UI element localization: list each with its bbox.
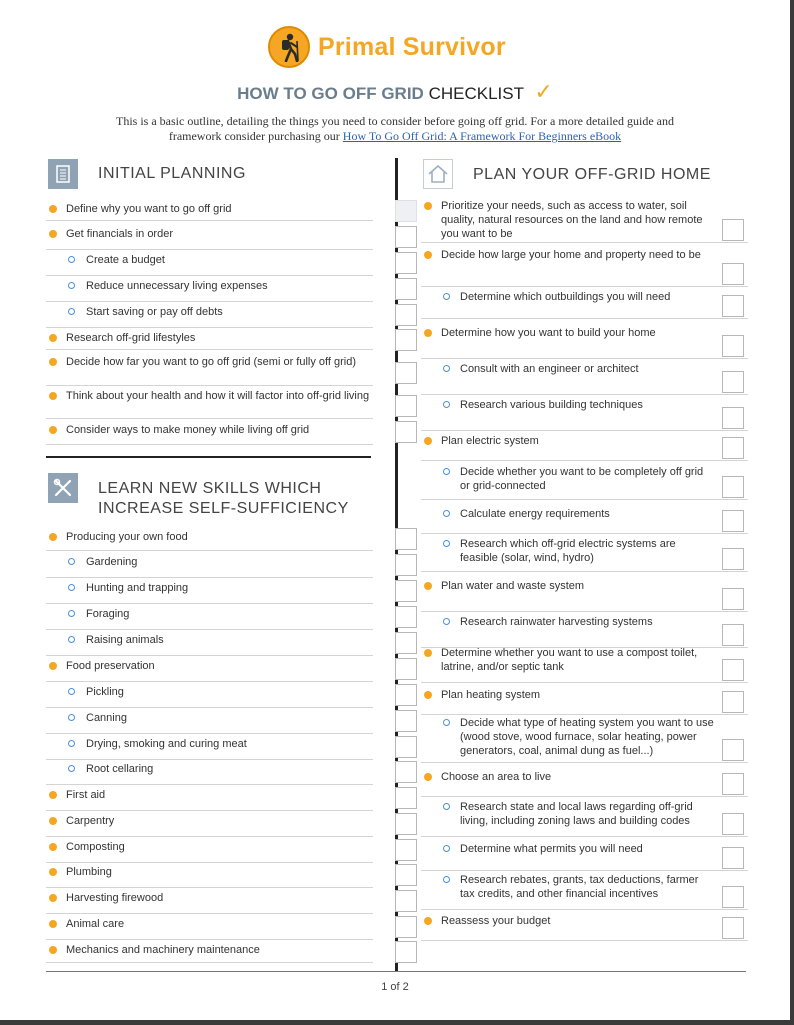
checklist-item bbox=[46, 630, 373, 656]
checklist-item bbox=[46, 708, 373, 734]
checklist-item bbox=[421, 287, 748, 319]
checklist-item-label: First aid bbox=[66, 789, 106, 801]
checkbox[interactable] bbox=[722, 295, 744, 317]
intro-text: This is a basic outline, detailing the things you need to consider before going off grid. For a more detailed guide and framework consider purchasing our bbox=[116, 114, 674, 143]
sub-bullet-icon bbox=[443, 510, 450, 517]
checkbox[interactable] bbox=[395, 761, 417, 783]
checklist-item bbox=[46, 604, 373, 630]
checklist-item bbox=[421, 359, 748, 395]
bullet-icon bbox=[49, 791, 57, 799]
title-strong: HOW TO GO OFF GRID bbox=[237, 84, 424, 103]
sub-bullet-icon bbox=[443, 401, 450, 408]
section-learn-skills bbox=[48, 473, 349, 519]
footer-rule bbox=[46, 971, 746, 972]
checklist-item-label: Define why you want to go off grid bbox=[66, 203, 232, 215]
checklist-item-label: Plan water and waste system bbox=[441, 580, 585, 592]
checklist-item bbox=[46, 420, 373, 445]
bullet-icon bbox=[49, 868, 57, 876]
checklist-item-label: Research rebates, grants, tax deductions, farmer tax credits, and other financial incentives bbox=[460, 874, 699, 900]
sub-bullet-icon bbox=[68, 636, 75, 643]
hiker-logo-icon bbox=[268, 26, 310, 68]
sub-bullet-icon bbox=[443, 719, 450, 726]
bullet-icon bbox=[49, 843, 57, 851]
checklist-item bbox=[421, 323, 748, 359]
checklist-item bbox=[421, 534, 748, 572]
checkbox[interactable] bbox=[722, 691, 744, 713]
section-title-line1: LEARN NEW SKILLS WHICH bbox=[98, 480, 322, 497]
checklist-item bbox=[46, 224, 373, 250]
checkbox[interactable] bbox=[722, 813, 744, 835]
checklist-item-label: Research rainwater harvesting systems bbox=[460, 616, 653, 628]
checklist-item bbox=[421, 911, 748, 941]
section-title-line2: INCREASE SELF-SUFFICIENCY bbox=[98, 500, 349, 517]
sub-bullet-icon bbox=[68, 256, 75, 263]
sub-bullet-icon bbox=[68, 610, 75, 617]
checklist-item-label: Reassess your budget bbox=[441, 915, 551, 927]
checkbox[interactable] bbox=[395, 813, 417, 835]
sub-bullet-icon bbox=[68, 558, 75, 565]
checklist-item-label: Determine whether you want to use a compost toilet, latrine, and/or septic tank bbox=[441, 647, 698, 673]
checklist-item bbox=[421, 713, 748, 763]
checklist-item bbox=[46, 888, 373, 914]
sub-bullet-icon bbox=[443, 365, 450, 372]
checklist-item bbox=[421, 839, 748, 871]
checkbox[interactable] bbox=[722, 219, 744, 241]
checkbox[interactable] bbox=[395, 421, 417, 443]
checkbox[interactable] bbox=[722, 407, 744, 429]
bullet-icon bbox=[424, 649, 432, 657]
checklist-item bbox=[46, 250, 373, 276]
checklist-item-label: Determine what permits you will need bbox=[460, 843, 643, 855]
checkbox[interactable] bbox=[722, 847, 744, 869]
checklist-item bbox=[421, 245, 748, 287]
checkbox[interactable] bbox=[395, 304, 417, 326]
checklist-item bbox=[46, 759, 373, 785]
bullet-icon bbox=[424, 437, 432, 445]
checklist-item-label: Determine how you want to build your home bbox=[441, 327, 656, 339]
document-title bbox=[0, 79, 790, 105]
checklist-item bbox=[46, 811, 373, 837]
ebook-link[interactable]: How To Go Off Grid: A Framework For Beginners eBook bbox=[342, 129, 622, 143]
section-divider bbox=[46, 456, 371, 458]
checkbox[interactable] bbox=[395, 890, 417, 912]
checkbox[interactable] bbox=[395, 606, 417, 628]
checklist-item-label: Research various building techniques bbox=[460, 399, 643, 411]
bullet-icon bbox=[49, 230, 57, 238]
brand-logo bbox=[268, 25, 506, 69]
sub-bullet-icon bbox=[68, 688, 75, 695]
checklist-item-label: Calculate energy requirements bbox=[460, 508, 610, 520]
checklist-item bbox=[421, 870, 748, 910]
checklist-item-label: Food preservation bbox=[66, 660, 155, 672]
page-number: 1 of 2 bbox=[381, 981, 409, 993]
bullet-icon bbox=[424, 202, 432, 210]
document-list-icon bbox=[48, 159, 78, 189]
bullet-icon bbox=[49, 358, 57, 366]
checklist-item bbox=[46, 656, 373, 682]
checklist-item bbox=[421, 196, 748, 243]
sub-bullet-icon bbox=[443, 803, 450, 810]
checklist-item bbox=[421, 767, 748, 797]
checklist-item-label: Drying, smoking and curing meat bbox=[86, 738, 247, 750]
checklist-item-label: Decide how large your home and property need to be bbox=[441, 249, 701, 261]
checkbox[interactable] bbox=[395, 710, 417, 732]
checkbox[interactable] bbox=[722, 437, 744, 459]
sub-bullet-icon bbox=[68, 308, 75, 315]
checklist-item bbox=[46, 302, 373, 328]
checklist-item-label: Consult with an engineer or architect bbox=[460, 363, 639, 375]
section-plan-home bbox=[423, 159, 711, 189]
checklist-item-label: Mechanics and machinery maintenance bbox=[66, 944, 260, 956]
checkbox[interactable] bbox=[395, 839, 417, 861]
checkbox[interactable] bbox=[395, 395, 417, 417]
house-icon bbox=[423, 159, 453, 189]
sub-bullet-icon bbox=[443, 876, 450, 883]
title-rest: CHECKLIST bbox=[428, 84, 524, 103]
bullet-icon bbox=[49, 392, 57, 400]
checkbox[interactable] bbox=[722, 659, 744, 681]
checklist-item bbox=[421, 462, 748, 500]
checklist-item-label: Harvesting firewood bbox=[66, 892, 164, 904]
checkbox[interactable] bbox=[395, 329, 417, 351]
sub-bullet-icon bbox=[68, 584, 75, 591]
checklist-item bbox=[46, 862, 373, 888]
bullet-icon bbox=[424, 917, 432, 925]
checklist-item-label: Decide what type of heating system you want to use (wood stove, wood furnace, solar heating, power generators, coal, animal dung as fuel...) bbox=[460, 717, 714, 757]
checklist-item bbox=[46, 552, 373, 578]
checklist-item-label: Composting bbox=[66, 841, 125, 853]
bullet-icon bbox=[49, 920, 57, 928]
bullet-icon bbox=[424, 582, 432, 590]
intro-paragraph bbox=[100, 114, 690, 144]
checkbox[interactable] bbox=[722, 476, 744, 498]
checklist-item-label: Research off-grid lifestyles bbox=[66, 332, 196, 344]
sub-bullet-icon bbox=[443, 468, 450, 475]
checklist-item bbox=[46, 682, 373, 708]
checkbox[interactable] bbox=[395, 226, 417, 248]
sub-bullet-icon bbox=[68, 714, 75, 721]
checklist-item-label: Think about your health and how it will factor into off-grid living bbox=[66, 390, 370, 402]
bullet-icon bbox=[424, 329, 432, 337]
checkbox[interactable] bbox=[722, 335, 744, 357]
checkbox[interactable] bbox=[722, 548, 744, 570]
checkbox[interactable] bbox=[722, 739, 744, 761]
checkbox[interactable] bbox=[722, 263, 744, 285]
checkbox[interactable] bbox=[722, 588, 744, 610]
checklist-item bbox=[46, 785, 373, 811]
checklist-item-label: Consider ways to make money while living off grid bbox=[66, 424, 310, 436]
checklist-item-label: Foraging bbox=[86, 608, 130, 620]
checkbox[interactable] bbox=[395, 252, 417, 274]
checklist-item-label: Create a budget bbox=[86, 254, 165, 266]
checkbox[interactable] bbox=[395, 200, 417, 222]
checklist-item-label: Prioritize your needs, such as access to water, soil quality, natural resources on the land and how remote you want to be bbox=[441, 200, 703, 240]
title-check-icon: ✓ bbox=[534, 79, 553, 104]
checklist-item-label: Decide whether you want to be completely off grid or grid-connected bbox=[460, 466, 704, 492]
checkbox[interactable] bbox=[722, 886, 744, 908]
checkbox[interactable] bbox=[395, 528, 417, 550]
checkbox[interactable] bbox=[395, 554, 417, 576]
sub-bullet-icon bbox=[443, 540, 450, 547]
section-title: INITIAL PLANNING bbox=[98, 165, 246, 182]
checklist-item-label: Root cellaring bbox=[86, 763, 154, 775]
checklist-item-label: Pickling bbox=[86, 686, 124, 698]
checklist-item-label: Raising animals bbox=[86, 634, 164, 646]
checklist-item-label: Plumbing bbox=[66, 866, 112, 878]
checklist-item-label: Gardening bbox=[86, 556, 138, 568]
checklist-item-label: Plan electric system bbox=[441, 435, 539, 447]
checklist-item bbox=[46, 328, 373, 350]
checklist-item-label: Canning bbox=[86, 712, 127, 724]
checklist-item-label: Producing your own food bbox=[66, 531, 188, 543]
checkbox[interactable] bbox=[395, 632, 417, 654]
checklist-item bbox=[46, 940, 373, 963]
checkbox[interactable] bbox=[395, 580, 417, 602]
checkbox[interactable] bbox=[395, 658, 417, 680]
checklist-item-label: Get financials in order bbox=[66, 228, 173, 240]
checklist-item-label: Animal care bbox=[66, 918, 125, 930]
checklist-item bbox=[421, 643, 748, 683]
checklist-item-label: Decide how far you want to go off grid (semi or fully off grid) bbox=[66, 356, 357, 368]
checklist-item bbox=[46, 914, 373, 940]
checklist-item bbox=[46, 276, 373, 302]
bullet-icon bbox=[49, 662, 57, 670]
bullet-icon bbox=[424, 773, 432, 781]
checkbox[interactable] bbox=[395, 916, 417, 938]
checkbox[interactable] bbox=[722, 773, 744, 795]
checklist-item bbox=[46, 734, 373, 760]
checklist-item-label: Carpentry bbox=[66, 815, 115, 827]
checkbox[interactable] bbox=[395, 787, 417, 809]
checkbox[interactable] bbox=[722, 371, 744, 393]
bullet-icon bbox=[49, 426, 57, 434]
checklist-item-label: Choose an area to live bbox=[441, 771, 552, 783]
brand-name: Primal Survivor bbox=[318, 32, 506, 61]
bullet-icon bbox=[424, 251, 432, 259]
checkbox[interactable] bbox=[395, 864, 417, 886]
checklist-item bbox=[46, 199, 373, 221]
sub-bullet-icon bbox=[443, 845, 450, 852]
checklist-item-label: Determine which outbuildings you will need bbox=[460, 291, 671, 303]
bullet-icon bbox=[49, 205, 57, 213]
checkbox[interactable] bbox=[395, 684, 417, 706]
checklist-item bbox=[46, 386, 373, 419]
checklist-item bbox=[46, 352, 373, 386]
tools-icon bbox=[48, 473, 78, 503]
checklist-item bbox=[421, 576, 748, 612]
checklist-item-label: Hunting and trapping bbox=[86, 582, 189, 594]
checklist-item bbox=[421, 395, 748, 431]
bullet-icon bbox=[424, 691, 432, 699]
checklist-item bbox=[421, 504, 748, 534]
checkbox[interactable] bbox=[395, 736, 417, 758]
checkbox[interactable] bbox=[722, 917, 744, 939]
checklist-item bbox=[421, 797, 748, 837]
bullet-icon bbox=[49, 533, 57, 541]
checklist-item-label: Research state and local laws regarding off-grid living, including zoning laws and building codes bbox=[460, 801, 693, 827]
checklist-item-label: Reduce unnecessary living expenses bbox=[86, 280, 268, 292]
checklist-item-label: Research which off-grid electric systems are feasible (solar, wind, hydro) bbox=[460, 538, 676, 564]
checkbox[interactable] bbox=[395, 941, 417, 963]
checkbox[interactable] bbox=[395, 362, 417, 384]
section-title: PLAN YOUR OFF-GRID HOME bbox=[473, 166, 711, 183]
sub-bullet-icon bbox=[68, 765, 75, 772]
checklist-item bbox=[421, 685, 748, 715]
sub-bullet-icon bbox=[443, 618, 450, 625]
bullet-icon bbox=[49, 894, 57, 902]
sub-bullet-icon bbox=[68, 282, 75, 289]
bullet-icon bbox=[49, 946, 57, 954]
section-initial-planning bbox=[48, 159, 246, 189]
bullet-icon bbox=[49, 817, 57, 825]
sub-bullet-icon bbox=[443, 293, 450, 300]
checklist-item bbox=[46, 578, 373, 604]
bullet-icon bbox=[49, 334, 57, 342]
checklist-item bbox=[46, 837, 373, 863]
checklist-item bbox=[421, 431, 748, 461]
checklist-item bbox=[46, 527, 373, 551]
checkbox[interactable] bbox=[722, 510, 744, 532]
checklist-item-label: Start saving or pay off debts bbox=[86, 306, 223, 318]
sub-bullet-icon bbox=[68, 740, 75, 747]
checklist-item-label: Plan heating system bbox=[441, 689, 541, 701]
checkbox[interactable] bbox=[395, 278, 417, 300]
section-title bbox=[98, 479, 349, 519]
